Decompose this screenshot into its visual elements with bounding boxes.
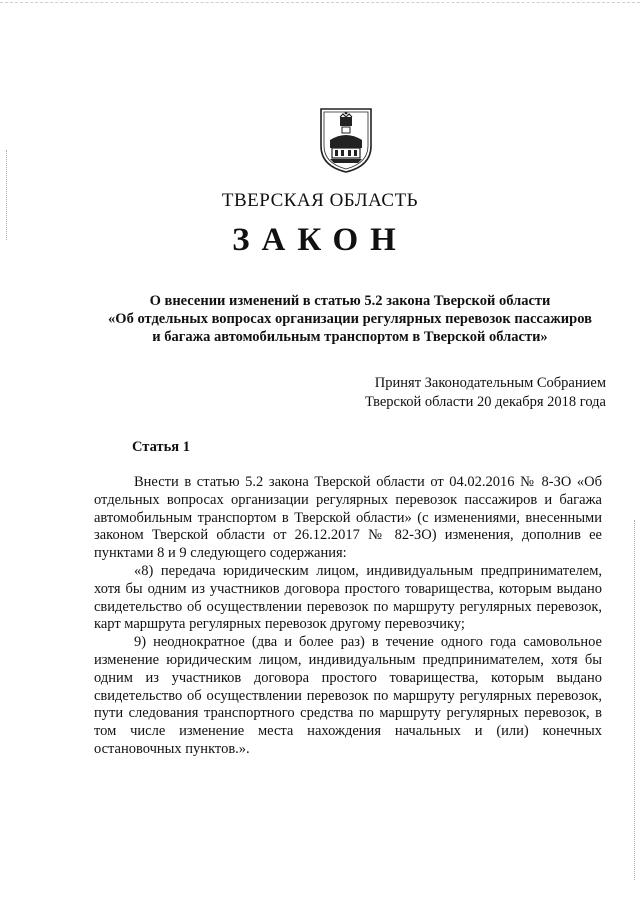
article-paragraph: Внести в статью 5.2 закона Тверской области от 04.02.2016 № 8-ЗО «Об отдельных вопросах организации регулярных перевозок пассажиров и багажа автомобильным транспортом в Тверской области» (с изменениями, внесенными законом Тверской области от 26.12.2017 № 82-ЗО) изменения, дополнив ее пунктами 8 и 9 следующего содержания: bbox=[94, 474, 602, 562]
document-type: ЗАКОН bbox=[232, 222, 408, 258]
scan-edge-artifact-top bbox=[0, 2, 640, 7]
scan-edge-artifact-right bbox=[634, 520, 636, 880]
adoption-line: Тверской области 20 декабря 2018 года bbox=[364, 394, 606, 410]
tver-region-coat-of-arms-icon bbox=[318, 106, 374, 174]
law-title bbox=[100, 292, 600, 346]
article-paragraph: «8) передача юридическим лицом, индивидуальным предпринимателем, хотя бы одним из участников договора простого товарищества, которым выдано свидетельство об осуществлении перевозок по маршруту регулярных перевозок, карт маршрута регулярных перевозок другому перевозчику; bbox=[94, 562, 602, 633]
law-title-line: «Об отдельных вопросах организации регулярных перевозок пассажиров bbox=[108, 311, 592, 327]
article-heading: Статья 1 bbox=[132, 439, 190, 455]
adoption-note bbox=[365, 374, 606, 412]
law-title-line: и багажа автомобильным транспортом в Тверской области» bbox=[152, 329, 548, 345]
adoption-line: Принят Законодательным Собранием bbox=[374, 375, 606, 391]
region-name: ТВЕРСКАЯ ОБЛАСТЬ bbox=[221, 190, 419, 211]
article-body bbox=[94, 474, 602, 759]
law-title-line: О внесении изменений в статью 5.2 закона Тверской области bbox=[149, 293, 551, 309]
article-paragraph: 9) неоднократное (два и более раз) в течение одного года самовольное изменение юридическим лицом, индивидуальным предпринимателем, хотя бы одним из участников договора простого товарищества, которым выдано свидетельство об осуществлении перевозок по маршруту регулярных перевозок, пути следования транспортного средства по маршруту регулярных перевозок, в том числе изменение места нахождения начальных и (или) конечных остановочных пунктов.». bbox=[94, 634, 602, 757]
